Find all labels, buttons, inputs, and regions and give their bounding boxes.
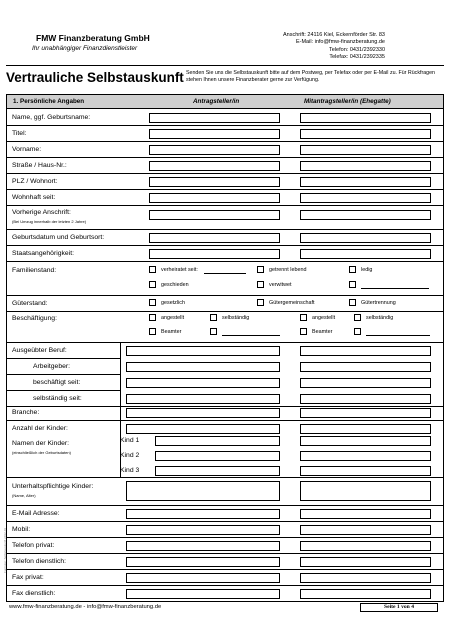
row-divider bbox=[7, 189, 443, 190]
option-statutory: gesetzlich bbox=[161, 300, 185, 306]
input-name-coapplicant[interactable] bbox=[300, 113, 431, 123]
row-divider bbox=[7, 477, 443, 478]
checkbox-employed-applicant[interactable] bbox=[149, 314, 156, 321]
company-contact bbox=[255, 32, 385, 62]
input-child-2-coapplicant[interactable] bbox=[300, 451, 431, 461]
row-divider bbox=[7, 537, 443, 538]
checkbox-separation-property[interactable] bbox=[349, 299, 356, 306]
input-email-coapplicant[interactable] bbox=[300, 509, 431, 519]
row-divider bbox=[7, 261, 443, 262]
checkbox-civil-servant-applicant[interactable] bbox=[149, 328, 156, 335]
other-employment-line-applicant[interactable] bbox=[222, 335, 280, 336]
label-child-1: Kind 1 bbox=[120, 437, 140, 444]
side-form-id-text: Formular: Selbstauskunft 2012-01 bbox=[3, 527, 7, 573]
label-dependent-children: Unterhaltspflichtige Kinder: bbox=[12, 483, 94, 490]
input-mobile-applicant[interactable] bbox=[126, 525, 280, 535]
input-previous-address-coapplicant[interactable] bbox=[300, 210, 431, 220]
label-first-name: Vorname: bbox=[12, 146, 42, 153]
row-divider bbox=[7, 311, 443, 312]
row-divider bbox=[7, 358, 120, 359]
input-street-applicant[interactable] bbox=[149, 161, 280, 171]
form-title: Vertrauliche Selbstauskunft bbox=[6, 70, 184, 85]
checkbox-divorced[interactable] bbox=[149, 281, 156, 288]
input-employed-since-coapplicant[interactable] bbox=[300, 378, 431, 388]
input-name-applicant[interactable] bbox=[149, 113, 280, 123]
label-children-names: Namen der Kinder: bbox=[12, 440, 70, 447]
input-self-employed-since-applicant[interactable] bbox=[126, 394, 280, 404]
personal-data-form bbox=[6, 94, 444, 602]
input-fax-private-applicant[interactable] bbox=[126, 573, 280, 583]
input-title-coapplicant[interactable] bbox=[300, 129, 431, 139]
label-mobile: Mobil: bbox=[12, 526, 31, 533]
input-phone-private-applicant[interactable] bbox=[126, 541, 280, 551]
input-nationality-coapplicant[interactable] bbox=[300, 249, 431, 259]
checkbox-self-employed-applicant[interactable] bbox=[210, 314, 217, 321]
option-self-employed-applicant: selbständig bbox=[222, 315, 250, 321]
label-phone-work: Telefon dienstlich: bbox=[12, 558, 67, 565]
input-title-applicant[interactable] bbox=[149, 129, 280, 139]
checkbox-self-employed-coapplicant[interactable] bbox=[354, 314, 361, 321]
option-divorced: geschieden bbox=[161, 282, 189, 288]
input-child-1-coapplicant[interactable] bbox=[300, 436, 431, 446]
row-divider bbox=[7, 229, 443, 230]
company-tagline: Ihr unabhängiger Finanzdienstleister bbox=[32, 45, 138, 52]
input-nationality-applicant[interactable] bbox=[149, 249, 280, 259]
row-divider bbox=[7, 521, 443, 522]
married-since-line[interactable] bbox=[204, 273, 246, 274]
form-intro: Senden Sie uns die Selbstauskunft bitte auf dem Postweg, per Telefax oder per E-Mail zu. Für Rückfragen stehen Ihnen unsere Finanzberater gerne zur Verfügung. bbox=[186, 70, 435, 83]
label-birth: Geburtsdatum und Geburtsort: bbox=[12, 234, 105, 241]
input-resident-since-applicant[interactable] bbox=[149, 193, 280, 203]
input-dependent-children-applicant[interactable] bbox=[126, 481, 280, 501]
checkbox-civil-servant-coapplicant[interactable] bbox=[300, 328, 307, 335]
row-divider bbox=[7, 585, 443, 586]
label-marital-status: Familienstand: bbox=[12, 267, 57, 274]
label-resident-since: Wohnhaft seit: bbox=[12, 194, 56, 201]
input-occupation-applicant[interactable] bbox=[126, 346, 280, 356]
other-status-line[interactable] bbox=[361, 288, 429, 289]
row-divider bbox=[7, 295, 443, 296]
label-fax-work: Fax dienstlich: bbox=[12, 590, 56, 597]
checkbox-widowed[interactable] bbox=[257, 281, 264, 288]
checkbox-employed-coapplicant[interactable] bbox=[300, 314, 307, 321]
input-industry-applicant[interactable] bbox=[126, 408, 280, 418]
label-industry: Branche: bbox=[12, 409, 40, 416]
section-title: 1. Persönliche Angaben bbox=[13, 98, 85, 105]
input-self-employed-since-coapplicant[interactable] bbox=[300, 394, 431, 404]
input-fax-work-coapplicant[interactable] bbox=[300, 589, 431, 599]
input-birth-applicant[interactable] bbox=[149, 233, 280, 243]
checkbox-married[interactable] bbox=[149, 266, 156, 273]
label-street: Straße / Haus-Nr.: bbox=[12, 162, 67, 169]
input-child-2-applicant[interactable] bbox=[155, 451, 280, 461]
option-self-employed-coapplicant: selbständig bbox=[366, 315, 394, 321]
input-dependent-children-coapplicant[interactable] bbox=[300, 481, 431, 501]
header-divider bbox=[6, 65, 444, 66]
checkbox-community-property[interactable] bbox=[257, 299, 264, 306]
label-child-2: Kind 2 bbox=[120, 452, 140, 459]
label-children-names-note: (einschließlich der Geburtsdaten) bbox=[12, 450, 71, 455]
row-divider bbox=[7, 245, 443, 246]
input-employer-applicant[interactable] bbox=[126, 362, 280, 372]
row-divider bbox=[7, 157, 443, 158]
input-email-applicant[interactable] bbox=[126, 509, 280, 519]
option-separated: getrennt lebend bbox=[269, 267, 307, 273]
option-employed-applicant: angestellt bbox=[161, 315, 185, 321]
label-self-employed-since: selbständig seit: bbox=[33, 395, 82, 402]
contact-phone: Telefon: 0431/2392330 bbox=[329, 46, 385, 53]
label-title: Titel: bbox=[12, 130, 27, 137]
label-child-3: Kind 3 bbox=[120, 467, 140, 474]
option-community-property: Gütergemeinschaft bbox=[269, 300, 315, 306]
label-employed-since: beschäftigt seit: bbox=[33, 379, 81, 386]
row-divider bbox=[7, 374, 120, 375]
input-children-count-coapplicant[interactable] bbox=[300, 424, 431, 434]
row-divider bbox=[7, 141, 443, 142]
label-previous-address-note: (Bei Umzug innerhalb der letzten 2 Jahre) bbox=[12, 219, 87, 224]
checkbox-other-status[interactable] bbox=[349, 281, 356, 288]
row-divider bbox=[7, 420, 443, 421]
label-name: Name, ggf. Geburtsname: bbox=[12, 114, 91, 121]
input-resident-since-coapplicant[interactable] bbox=[300, 193, 431, 203]
option-civil-servant-applicant: Beamter bbox=[161, 329, 182, 335]
row-divider bbox=[7, 205, 443, 206]
input-employed-since-applicant[interactable] bbox=[126, 378, 280, 388]
input-street-coapplicant[interactable] bbox=[300, 161, 431, 171]
footer-website[interactable]: www.fmw-finanzberatung.de - info@fmw-finanzberatung.de bbox=[9, 604, 162, 610]
input-fax-work-applicant[interactable] bbox=[126, 589, 280, 599]
row-divider bbox=[7, 406, 443, 407]
label-zip-city: PLZ / Wohnort: bbox=[12, 178, 58, 185]
option-single: ledig bbox=[361, 267, 373, 273]
row-divider bbox=[7, 553, 443, 554]
label-children-count: Anzahl der Kinder: bbox=[12, 425, 68, 432]
input-birth-coapplicant[interactable] bbox=[300, 233, 431, 243]
label-previous-address: Vorherige Anschrift: bbox=[12, 209, 71, 216]
label-property-regime: Güterstand: bbox=[12, 300, 48, 307]
input-employer-coapplicant[interactable] bbox=[300, 362, 431, 372]
input-first-name-applicant[interactable] bbox=[149, 145, 280, 155]
input-child-3-coapplicant[interactable] bbox=[300, 466, 431, 476]
option-married: verheiratet seit: bbox=[161, 267, 198, 273]
input-zip-city-coapplicant[interactable] bbox=[300, 177, 431, 187]
input-occupation-coapplicant[interactable] bbox=[300, 346, 431, 356]
input-phone-work-applicant[interactable] bbox=[126, 557, 280, 567]
input-fax-private-coapplicant[interactable] bbox=[300, 573, 431, 583]
label-email: E-Mail Adresse: bbox=[12, 510, 60, 517]
row-divider bbox=[7, 125, 443, 126]
contact-email: E-Mail: info@fmw-finanzberatung.de bbox=[295, 39, 385, 46]
side-form-id bbox=[1, 495, 7, 575]
label-phone-private: Telefon privat: bbox=[12, 542, 55, 549]
input-phone-work-coapplicant[interactable] bbox=[300, 557, 431, 567]
input-zip-city-applicant[interactable] bbox=[149, 177, 280, 187]
row-divider bbox=[7, 390, 120, 391]
checkbox-statutory[interactable] bbox=[149, 299, 156, 306]
option-widowed: verwitwet bbox=[269, 282, 292, 288]
column-coapplicant: Mitantragsteller/in (Ehegatte) bbox=[304, 98, 391, 105]
row-divider bbox=[7, 173, 443, 174]
contact-fax: Telefax: 0431/2392335 bbox=[329, 54, 385, 61]
page-number: Seite 1 von 4 bbox=[360, 603, 438, 612]
label-fax-private: Fax privat: bbox=[12, 574, 44, 581]
other-employment-line-coapplicant[interactable] bbox=[366, 335, 430, 336]
input-previous-address-applicant[interactable] bbox=[149, 210, 280, 220]
input-mobile-coapplicant[interactable] bbox=[300, 525, 431, 535]
input-industry-coapplicant[interactable] bbox=[300, 408, 431, 418]
section-header bbox=[7, 95, 443, 109]
row-divider bbox=[7, 505, 443, 506]
input-child-3-applicant[interactable] bbox=[155, 466, 280, 476]
option-civil-servant-coapplicant: Beamter bbox=[312, 329, 333, 335]
column-applicant: Antragsteller/in bbox=[193, 98, 240, 105]
contact-address: Anschrift: 24116 Kiel, Eckernförder Str. 83 bbox=[282, 32, 385, 38]
label-nationality: Staatsangehörigkeit: bbox=[12, 250, 74, 257]
input-children-count-applicant[interactable] bbox=[126, 424, 280, 434]
checkbox-other-employment-applicant[interactable] bbox=[210, 328, 217, 335]
checkbox-separated[interactable] bbox=[257, 266, 264, 273]
input-phone-private-coapplicant[interactable] bbox=[300, 541, 431, 551]
label-employment: Beschäftigung: bbox=[12, 315, 57, 322]
label-dependent-children-note: (Name, Alter) bbox=[12, 493, 36, 498]
input-child-1-applicant[interactable] bbox=[155, 436, 280, 446]
row-divider bbox=[7, 342, 443, 343]
label-employer: Arbeitgeber: bbox=[33, 363, 71, 370]
company-name: FMW Finanzberatung GmbH bbox=[36, 33, 150, 43]
checkbox-single[interactable] bbox=[349, 266, 356, 273]
label-occupation: Ausgeübter Beruf: bbox=[12, 347, 67, 354]
option-employed-coapplicant: angestellt bbox=[312, 315, 336, 321]
option-separation-property: Gütertrennung bbox=[361, 300, 396, 306]
input-first-name-coapplicant[interactable] bbox=[300, 145, 431, 155]
checkbox-other-employment-coapplicant[interactable] bbox=[354, 328, 361, 335]
row-divider bbox=[7, 569, 443, 570]
